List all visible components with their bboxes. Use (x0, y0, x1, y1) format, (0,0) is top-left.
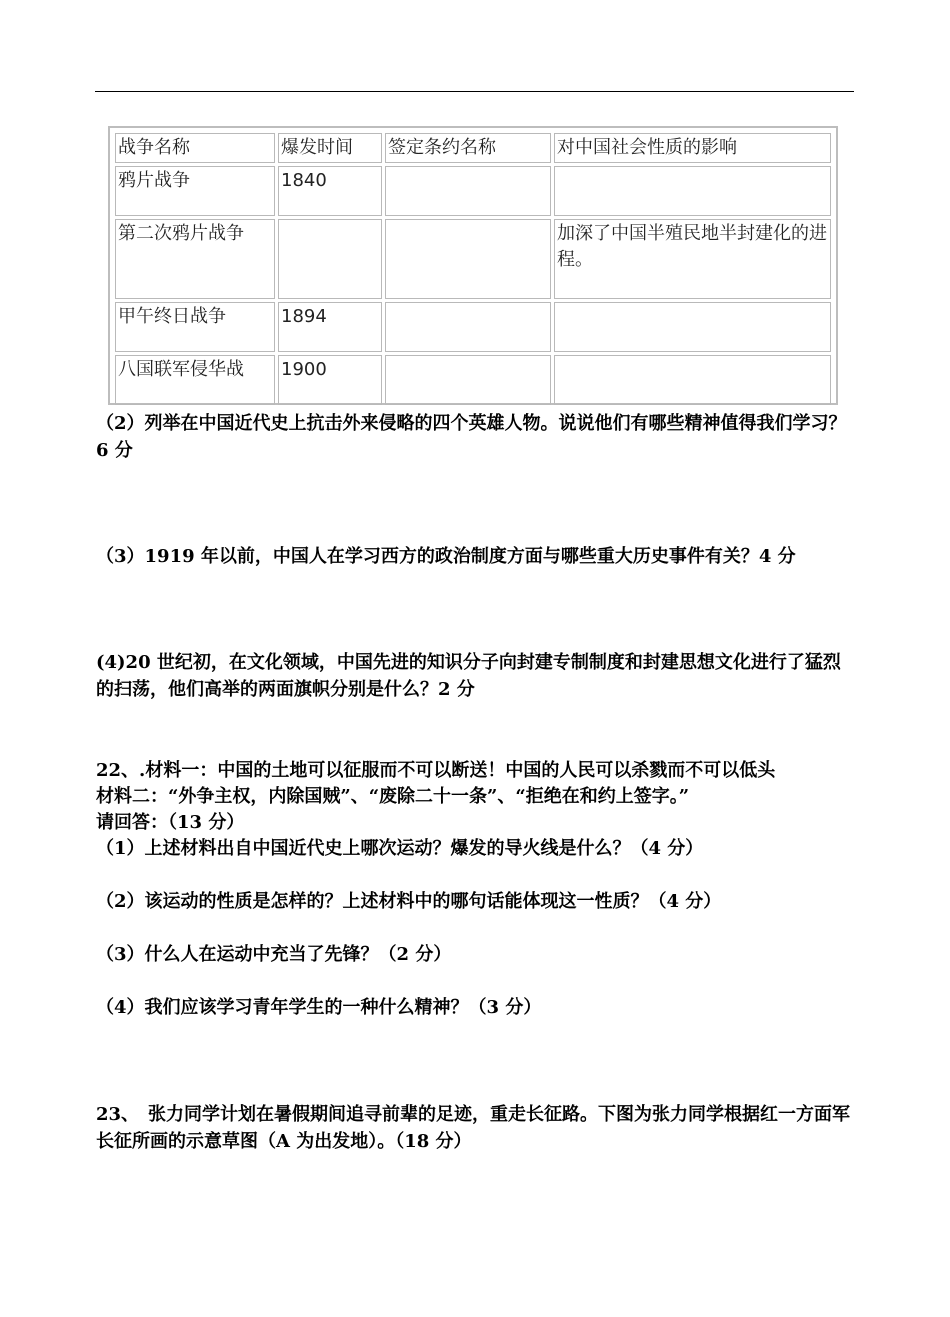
cell-impact: 加深了中国半殖民地半封建化的进程。 (554, 219, 831, 299)
cell-impact (554, 355, 831, 405)
question-22-4: （4）我们应该学习青年学生的一种什么精神？（3 分） (96, 997, 542, 1018)
cell-treaty (385, 302, 551, 352)
cell-war-name: 甲午终日战争 (115, 302, 275, 352)
table-row (115, 219, 831, 299)
cell-start-time: 1900 (278, 355, 382, 405)
header-rule (95, 91, 854, 92)
table-row (115, 355, 831, 405)
cell-war-name: 八国联军侵华战 (115, 355, 275, 405)
question-4: (4)20 世纪初，在文化领域，中国先进的知识分子向封建专制制度和封建思想文化进行了猛烈的扫荡，他们高举的两面旗帜分别是什么？2 分 (96, 652, 841, 700)
question-22-1: （1）上述材料出自中国近代史上哪次运动？爆发的导火线是什么？（4 分） (96, 838, 704, 859)
header-cell-start-time: 爆发时间 (278, 133, 382, 163)
question-22-2: （2）该运动的性质是怎样的？上述材料中的哪句话能体现这一性质？（4 分） (96, 891, 722, 912)
table-row (115, 166, 831, 216)
wars-table (108, 126, 838, 405)
cell-treaty (385, 166, 551, 216)
question-23: 23、 张力同学计划在暑假期间追寻前辈的足迹，重走长征路。下图为张力同学根据红一方面军长征所画的示意草图（A 为出发地）。（18 分） (96, 1104, 851, 1152)
cell-war-name: 鸦片战争 (115, 166, 275, 216)
header-cell-war-name: 战争名称 (115, 133, 275, 163)
question-22-material-1: 22、.材料一：中国的土地可以征服而不可以断送！中国的人民可以杀戮而不可以低头 (96, 760, 776, 781)
cell-treaty (385, 355, 551, 405)
question-22-material-2: 材料二：“外争主权，内除国贼”、“废除二十一条”、“拒绝在和约上签字。” (96, 786, 690, 807)
cell-war-name: 第二次鸦片战争 (115, 219, 275, 299)
cell-treaty (385, 219, 551, 299)
question-2: （2）列举在中国近代史上抗击外来侵略的四个英雄人物。说说他们有哪些精神值得我们学习？6 分 (96, 413, 847, 461)
wars-table-grid (112, 130, 834, 408)
question-22-prompt: 请回答：（13 分） (96, 812, 245, 833)
table-row (115, 302, 831, 352)
cell-impact (554, 302, 831, 352)
cell-start-time: 1840 (278, 166, 382, 216)
cell-impact (554, 166, 831, 216)
cell-start-time (278, 219, 382, 299)
cell-start-time: 1894 (278, 302, 382, 352)
table-header-row (115, 133, 831, 163)
header-cell-impact: 对中国社会性质的影响 (554, 133, 831, 163)
question-22-3: （3）什么人在运动中充当了先锋？（2 分） (96, 944, 452, 965)
header-cell-treaty: 签定条约名称 (385, 133, 551, 163)
question-3: （3）1919 年以前，中国人在学习西方的政治制度方面与哪些重大历史事件有关？4 分 (96, 546, 796, 567)
